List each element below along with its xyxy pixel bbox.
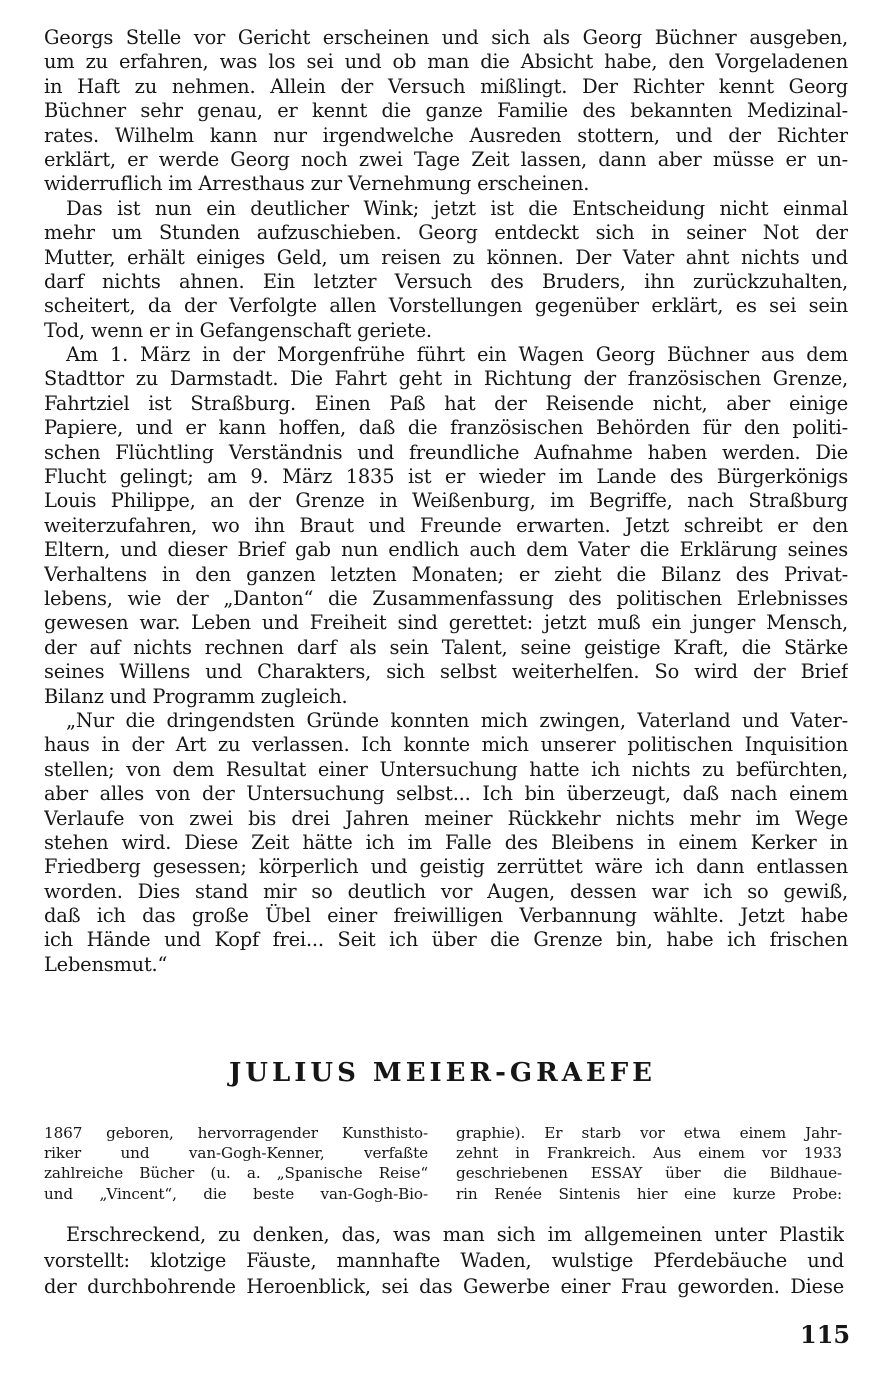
text-line: der durchbohrende Heroenblick, sei das Gewerbe einer Frau geworden. Diese xyxy=(44,1275,844,1298)
text-line: „Nur die dringendsten Gründe konnten mich zwingen, Vaterland und Vater- xyxy=(66,708,848,732)
text-line: daß ich das große Übel einer freiwilligen Verbannung wählte. Jetzt habe xyxy=(44,904,848,928)
text-line: weiterzufahren, wo ihn Braut und Freunde erwarten. Jetzt schreibt er den xyxy=(44,513,848,537)
text-line: Bilanz und Programm zugleich. xyxy=(44,684,348,708)
bio-line: riker und van-Gogh-Kenner, verfaßte xyxy=(44,1144,428,1163)
text-line: Fahrtziel ist Straßburg. Einen Paß hat der Reisende nicht, aber einige xyxy=(44,391,848,415)
text-line: worden. Dies stand mir so deutlich vor Augen, dessen war ich so gewiß, xyxy=(44,879,848,903)
text-line: Am 1. März in der Morgenfrühe führt ein Wagen Georg Büchner aus dem xyxy=(66,343,848,367)
text-line: Tod, wenn er in Gefangenschaft geriete. xyxy=(44,318,432,342)
text-line: Büchner sehr genau, er kennt die ganze Familie des bekannten Medizinal- xyxy=(44,99,848,123)
text-line: stellen; von dem Resultat einer Untersuchung hatte ich nichts zu befürchten, xyxy=(44,757,848,781)
bio-line: geschriebenen ESSAY über die Bildhaue- xyxy=(456,1164,842,1183)
text-line: schen Flüchtling Verständnis und freundliche Aufnahme haben werden. Die xyxy=(44,440,848,464)
text-line: haus in der Art zu verlassen. Ich konnte mich unserer politischen Inquisition xyxy=(44,733,848,757)
text-line: seines Willens und Charakters, sich selbst weiterhelfen. So wird der Brief xyxy=(44,660,848,684)
text-line: um zu erfahren, was los sei und ob man die Absicht habe, den Vorgeladenen xyxy=(44,50,848,74)
text-line: scheitert, da der Verfolgte allen Vorstellungen gegenüber erklärt, es sei sein xyxy=(44,294,848,318)
text-line: Verlaufe von zwei bis drei Jahren meiner Rückkehr nichts mehr im Wege xyxy=(44,806,848,830)
section-heading: JULIUS MEIER-GRAEFE xyxy=(229,1058,656,1088)
text-line: rates. Wilhelm kann nur irgendwelche Ausreden stottern, und der Richter xyxy=(44,123,848,147)
bio-line: graphie). Er starb vor etwa einem Jahr- xyxy=(456,1124,842,1142)
text-line: widerruflich im Arresthaus zur Vernehmung erscheinen. xyxy=(44,172,590,196)
bio-line: rin Renée Sintenis hier eine kurze Probe: xyxy=(456,1184,842,1203)
text-line: mehr um Stunden aufzuschieben. Georg entdeckt sich in seiner Not der xyxy=(44,221,848,245)
text-line: Stadttor zu Darmstadt. Die Fahrt geht in Richtung der französischen Grenze, xyxy=(44,367,848,391)
bio-line: zehnt in Frankreich. Aus einem vor 1933 xyxy=(456,1144,842,1163)
text-line: der auf nichts rechnen darf als sein Talent, seine geistige Kraft, die Stärke xyxy=(44,635,848,659)
text-line: gewesen war. Leben und Freiheit sind gerettet: jetzt muß ein junger Mensch, xyxy=(44,611,848,635)
bio-line: 1867 geboren, hervorragender Kunsthisto- xyxy=(44,1124,428,1142)
main-text-block xyxy=(44,26,848,977)
text-line: Das ist nun ein deutlicher Wink; jetzt ist die Entscheidung nicht einmal xyxy=(66,196,848,220)
text-line: Verhaltens in den ganzen letzten Monaten; er zieht die Bilanz des Privat- xyxy=(44,562,848,586)
bio-line: und „Vincent“, die beste van-Gogh-Bio- xyxy=(44,1184,428,1203)
bio-column-right xyxy=(456,1123,842,1204)
text-line: ich Hände und Kopf frei... Seit ich über die Grenze bin, habe ich frischen xyxy=(44,928,848,952)
text-line: Eltern, und dieser Brief gab nun endlich auch dem Vater die Erklärung seines xyxy=(44,538,848,562)
text-line: vorstellt: klotzige Fäuste, mannhafte Waden, wulstige Pferdebäuche und xyxy=(44,1249,844,1272)
text-line: stehen wird. Diese Zeit hätte ich im Falle des Bleibens in einem Kerker in xyxy=(44,830,848,854)
text-line: Georgs Stelle vor Gericht erscheinen und sich als Georg Büchner ausgeben, xyxy=(44,26,848,49)
text-line: lebens, wie der „Danton“ die Zusammenfassung des politischen Erlebnisses xyxy=(44,586,848,610)
text-line: darf nichts ahnen. Ein letzter Versuch des Bruders, ihn zurückzuhalten, xyxy=(44,269,848,293)
text-line: Erschreckend, zu denken, das, was man sich im allgemeinen unter Plastik xyxy=(66,1223,844,1246)
bio-line: zahlreiche Bücher (u. a. „Spanische Reise“ xyxy=(44,1164,428,1183)
text-line: Papiere, und er kann hoffen, daß die französischen Behörden für den politi- xyxy=(44,416,848,440)
text-line: Flucht gelingt; am 9. März 1835 ist er wieder im Lande des Bürgerkönigs xyxy=(44,465,848,489)
bio-column-left xyxy=(44,1123,428,1204)
text-line: Friedberg gesessen; körperlich und geistig zerrüttet wäre ich dann entlassen xyxy=(44,855,848,879)
closing-text-block xyxy=(44,1222,844,1300)
text-line: aber alles von der Untersuchung selbst... Ich bin überzeugt, daß nach einem xyxy=(44,782,848,806)
text-line: Louis Philippe, an der Grenze in Weißenburg, im Begriffe, nach Straßburg xyxy=(44,489,848,513)
page-number: 115 xyxy=(800,1320,851,1349)
text-line: Lebensmut.“ xyxy=(44,952,168,976)
text-line: in Haft zu nehmen. Allein der Versuch mißlingt. Der Richter kennt Georg xyxy=(44,74,848,98)
text-line: erklärt, er werde Georg noch zwei Tage Zeit lassen, dann aber müsse er un- xyxy=(44,147,848,171)
text-line: Mutter, erhält einiges Geld, um reisen zu können. Der Vater ahnt nichts und xyxy=(44,245,848,269)
